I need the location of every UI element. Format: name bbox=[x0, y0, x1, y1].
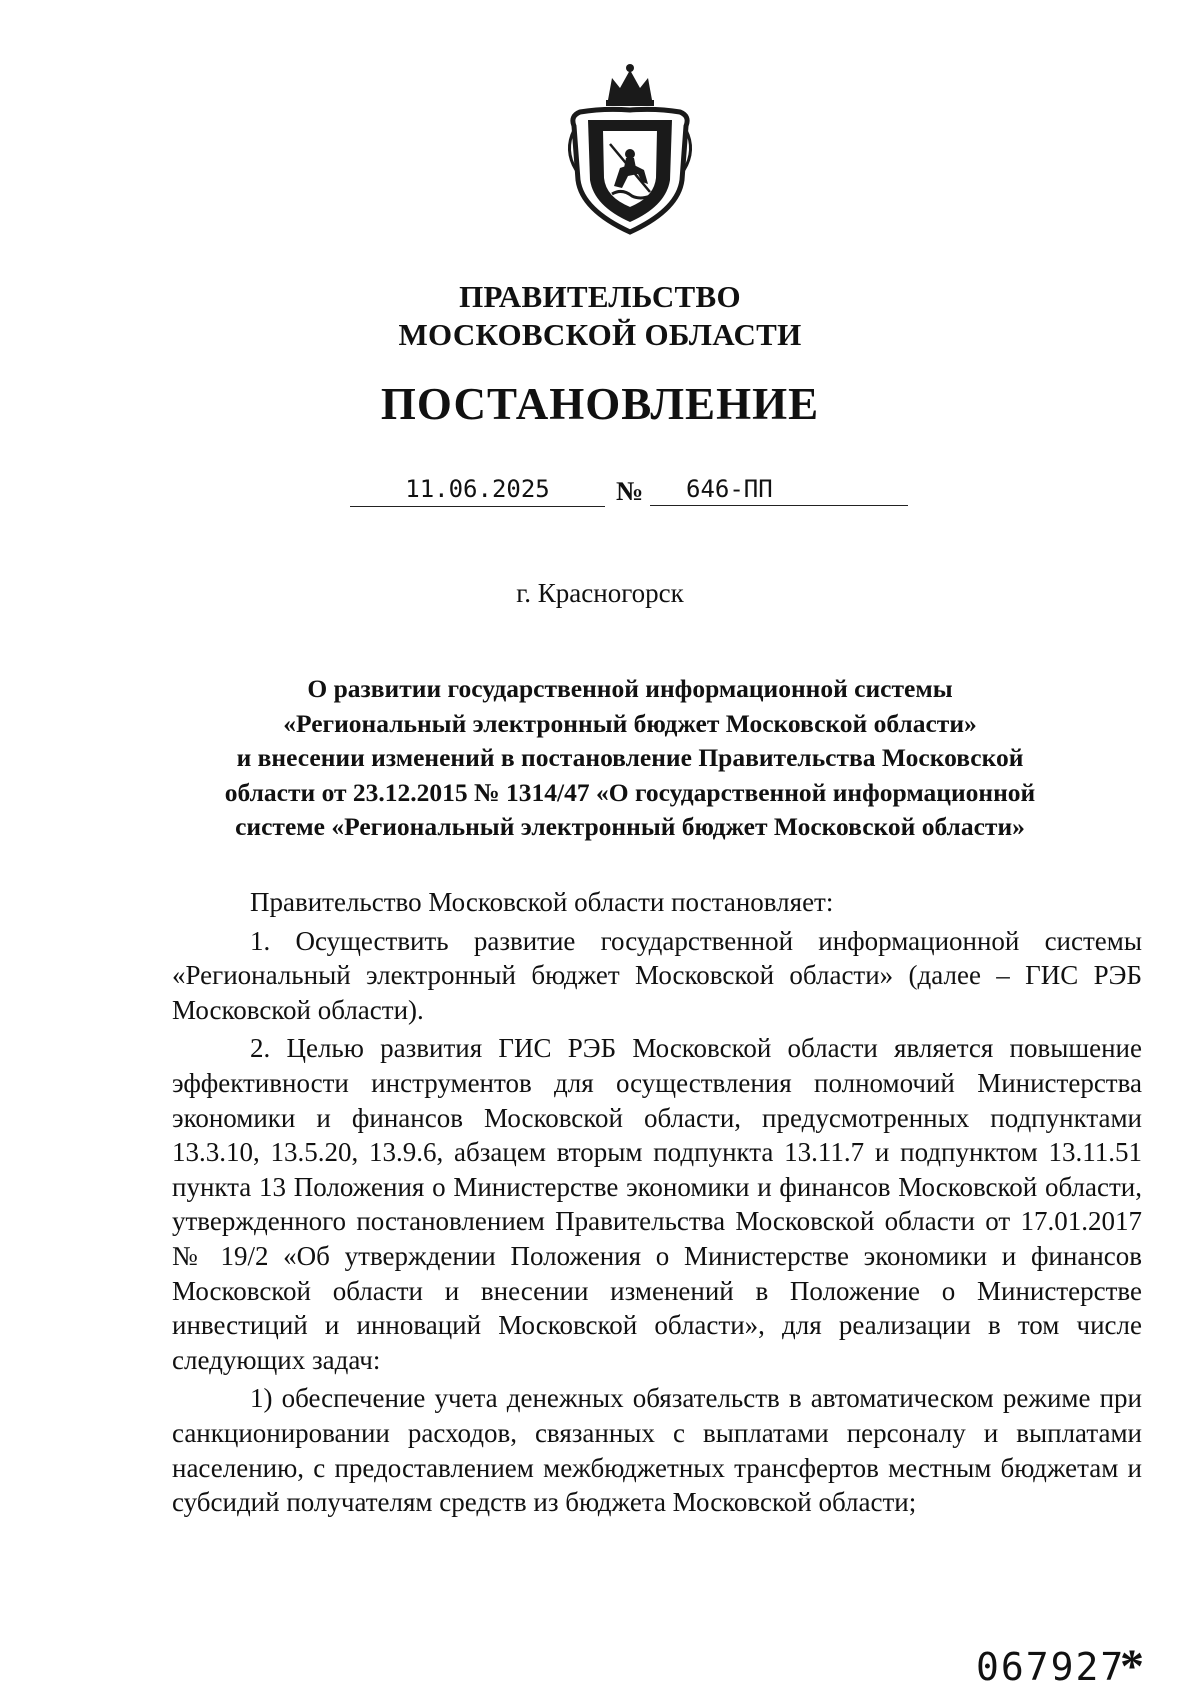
body-paragraph-3: 1) обеспечение учета денежных обязательств в автоматическом режиме при санкционировании расходов, связанных с выплатами персоналу и выплатами населению, с предоставлением межбюджетных трансфертов местным бюджетам и субсидий получателям средств из бюджета Московской области; bbox=[172, 1383, 1142, 1518]
title-line: системе «Региональный электронный бюджет Московской области» bbox=[235, 812, 1025, 841]
document-date: 11.06.2025 bbox=[350, 472, 605, 507]
title-line: О развитии государственной информационной системы bbox=[307, 674, 953, 703]
document-number: 646-ПП bbox=[650, 472, 908, 506]
title-line: области от 23.12.2015 № 1314/47 «О государственной информационной bbox=[224, 777, 1036, 807]
document-body bbox=[172, 885, 1142, 1520]
document-title bbox=[180, 672, 1080, 845]
organization-name-line-1: ПРАВИТЕЛЬСТВО bbox=[459, 279, 741, 314]
title-line: «Региональный электронный бюджет Московской области» bbox=[283, 708, 977, 738]
body-paragraph-2: 2. Целью развития ГИС РЭБ Московской области является повышение эффективности инструментов для осуществления полномочий Министерства экономики и финансов Московской области, предусмотренных подпунктами 13.3.10, 13.5.20, 13.9.6, абзацем вторым подпункта 13.11.7 и подпунктом 13.11.51 пункта 13 Положения о Министерстве экономики и финансов Московской области, утвержденного постановлением Правительства Московской области от 17.01.2017 № 19/2 «Об утверждении Положения о Министерстве экономики и финансов Московской области и внесении изменений в Положение о Министерстве инвестиций и инноваций Московской области», для реализации в том числе следующих задач: bbox=[172, 1033, 1142, 1375]
title-line: и внесении изменений в постановление Правительства Московской bbox=[236, 743, 1024, 772]
body-intro: Правительство Московской области постановляет: bbox=[250, 887, 834, 917]
form-serial-number: 067927 bbox=[976, 1645, 1126, 1689]
organization-name bbox=[0, 278, 1200, 354]
body-paragraph-1: 1. Осуществить развитие государственной информационной системы «Региональный электронный бюджет Московской области» (далее – ГИС РЭБ Московской области). bbox=[172, 925, 1142, 1025]
coat-of-arms-icon bbox=[560, 60, 700, 240]
organization-name-line-2: МОСКОВСКОЙ ОБЛАСТИ bbox=[398, 317, 802, 352]
document-city: г. Красногорск bbox=[516, 578, 684, 608]
number-sign: № bbox=[616, 476, 644, 506]
serial-mark: * bbox=[1120, 1640, 1144, 1693]
document-type: ПОСТАНОВЛЕНИЕ bbox=[380, 379, 820, 429]
